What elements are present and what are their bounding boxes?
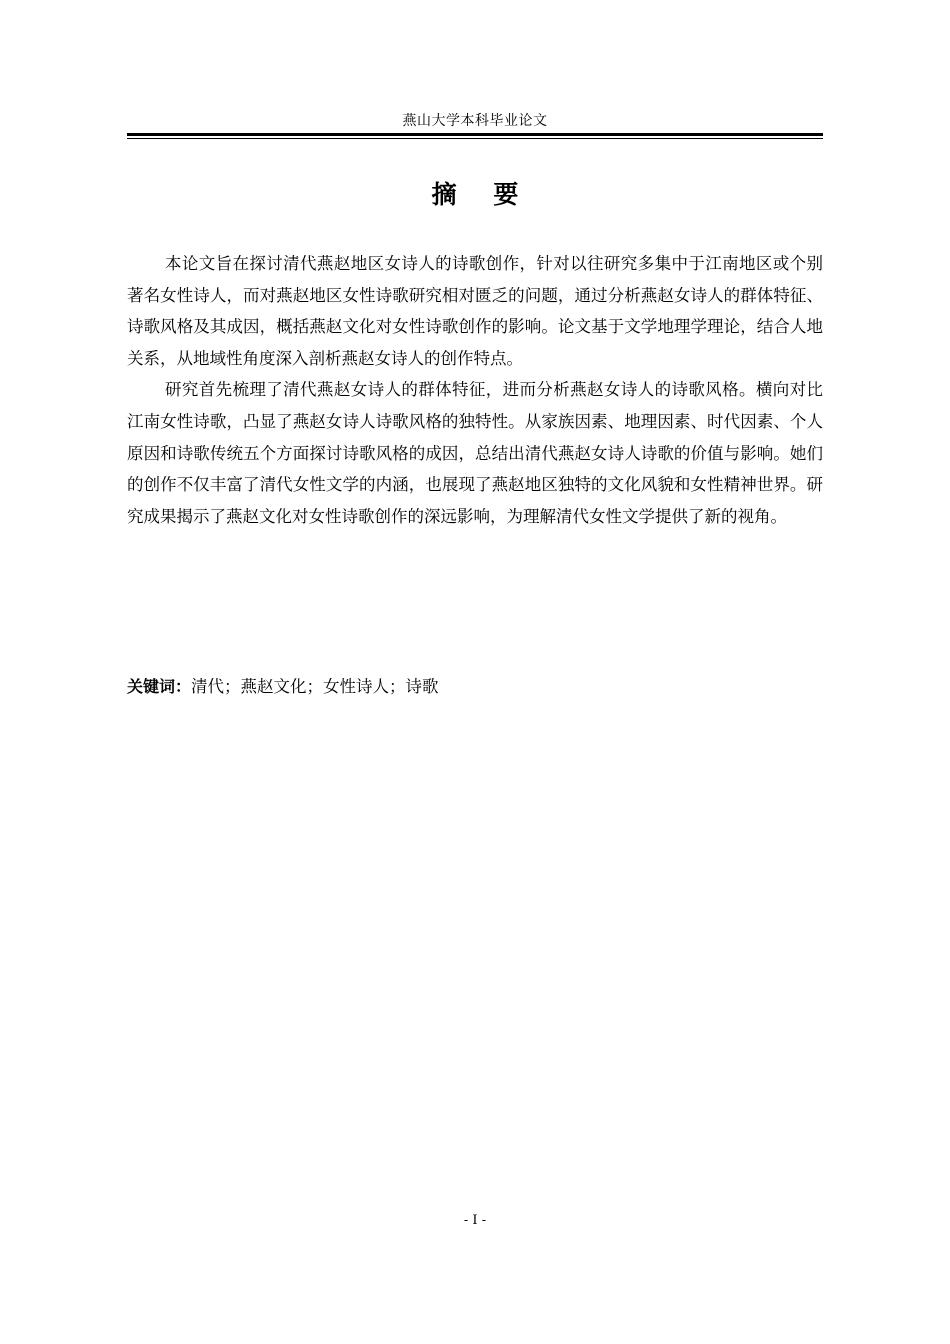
abstract-paragraph-1: 本论文旨在探讨清代燕赵地区女诗人的诗歌创作，针对以往研究多集中于江南地区或个别著名女性诗人，而对燕赵地区女性诗歌研究相对匮乏的问题，通过分析燕赵女诗人的群体特征、诗歌风格及其成因，概括燕赵文化对女性诗歌创作的影响。论文基于文学地理学理论，结合人地关系，从地域性角度深入剖析燕赵女诗人的创作特点。 bbox=[127, 254, 823, 368]
header-rule-thin bbox=[127, 138, 823, 139]
header-rule-thick bbox=[127, 133, 823, 136]
abstract-title: 摘 要 bbox=[431, 180, 533, 209]
keywords-label: 关键词： bbox=[127, 677, 192, 696]
abstract-body bbox=[127, 248, 823, 532]
running-header: 燕山大学本科毕业论文 bbox=[402, 113, 548, 129]
keywords-line bbox=[127, 673, 823, 701]
keywords-value: 清代；燕赵文化；女性诗人；诗歌 bbox=[191, 677, 439, 696]
abstract-paragraph-2: 研究首先梳理了清代燕赵女诗人的群体特征，进而分析燕赵女诗人的诗歌风格。横向对比江南女性诗歌，凸显了燕赵女诗人诗歌风格的独特性。从家族因素、地理因素、时代因素、个人原因和诗歌传统五个方面探讨诗歌风格的成因，总结出清代燕赵女诗人诗歌的价值与影响。她们的创作不仅丰富了清代女性文学的内涵，也展现了燕赵地区独特的文化风貌和女性精神世界。研究成果揭示了燕赵文化对女性诗歌创作的深远影响，为理解清代女性文学提供了新的视角。 bbox=[127, 380, 823, 526]
page-number: - I - bbox=[463, 1213, 487, 1228]
